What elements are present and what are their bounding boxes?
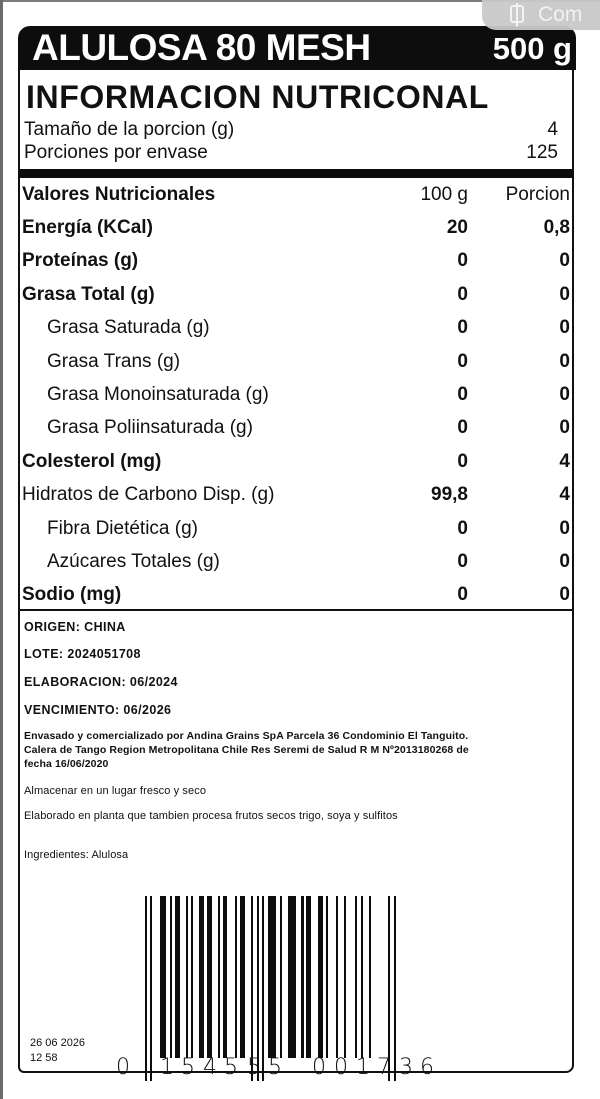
barcode-guard-bar <box>262 896 264 1081</box>
servings-per-package-row <box>24 142 558 164</box>
net-weight: 500 g <box>492 31 572 66</box>
compare-icon <box>510 5 524 23</box>
nutrition-row <box>22 512 572 545</box>
barcode-bar <box>369 896 371 1058</box>
barcode-digit: 5 <box>224 1055 238 1080</box>
value-per-100g: 0 <box>457 283 468 305</box>
barcode-bar <box>223 896 227 1058</box>
barcode-bar <box>344 896 346 1058</box>
barcode-digit: 5 <box>181 1055 195 1080</box>
nutrient-label: Proteínas (g) <box>22 250 139 272</box>
value-per-serving: 0 <box>559 283 570 305</box>
value-per-serving: 4 <box>559 484 570 506</box>
value-per-serving: 0 <box>559 250 570 272</box>
nutrient-label: Fibra Dietética (g) <box>47 517 198 539</box>
barcode-bar <box>288 896 296 1058</box>
barcode-guard-bar <box>145 896 147 1081</box>
value-per-serving: 0 <box>559 584 570 606</box>
value-per-serving: 0 <box>559 350 570 372</box>
nutrition-table-header <box>22 178 572 211</box>
value-per-100g: 0 <box>457 250 468 272</box>
value-per-serving: 0 <box>559 517 570 539</box>
barcode-guard-bar <box>388 896 390 1081</box>
value-per-100g: 0 <box>457 584 468 606</box>
barcode-bar <box>355 896 357 1058</box>
table-divider <box>18 609 574 611</box>
barcode-bar <box>318 896 323 1058</box>
value-per-100g: 20 <box>446 217 468 238</box>
nutrient-label: Energía (KCal) <box>22 217 153 238</box>
barcode-digit: 4 <box>203 1055 217 1080</box>
expiry-text: VENCIMIENTO: 06/2026 <box>24 703 172 717</box>
barcode-digit: 5 <box>247 1055 261 1080</box>
lot-text: LOTE: 2024051708 <box>24 647 141 661</box>
barcode-bar <box>235 896 237 1058</box>
nutrition-row <box>22 311 572 344</box>
value-per-100g: 0 <box>457 551 468 572</box>
packer-line-2: Calera de Tango Region Metropolitana Chile Res Seremi de Salud R M Nº2013180268 de <box>24 744 469 756</box>
value-per-100g: 0 <box>457 450 468 472</box>
value-per-serving: 0 <box>559 417 570 439</box>
column-header-nutrient: Valores Nutricionales <box>22 184 216 205</box>
barcode-guard-bar <box>251 896 253 1081</box>
nutrition-row <box>22 411 572 444</box>
column-header-per-serving: Porcion <box>505 184 570 205</box>
nutrient-label: Azúcares Totales (g) <box>47 551 220 572</box>
value-per-100g: 0 <box>457 417 468 439</box>
serving-size-row <box>24 119 558 141</box>
nutrition-row <box>22 278 572 311</box>
origin-text: ORIGEN: CHINA <box>24 620 126 634</box>
barcode-bar <box>336 896 338 1058</box>
nutrient-label: Grasa Monoinsaturada (g) <box>47 384 269 405</box>
allergen-text: Elaborado en planta que tambien procesa frutos secos trigo, soya y sulfitos <box>24 810 398 822</box>
nutrition-row <box>22 211 572 244</box>
value-per-100g: 0 <box>457 317 468 339</box>
nutrient-label: Grasa Trans (g) <box>47 350 181 372</box>
value-per-100g: 0 <box>457 517 468 539</box>
nutrition-row <box>22 545 572 578</box>
value-per-100g: 0 <box>457 384 468 405</box>
barcode-guard-bar <box>394 896 396 1081</box>
packer-line-1: Envasado y comercializado por Andina Grains SpA Parcela 36 Condominio El Tanguito. <box>24 730 469 742</box>
section-bar <box>18 169 574 178</box>
value-per-serving: 4 <box>559 450 570 472</box>
storage-text: Almacenar en un lugar fresco y seco <box>24 785 207 797</box>
barcode-bar <box>218 896 220 1058</box>
value-per-serving: 0 <box>559 384 570 405</box>
nutrition-heading: INFORMACION NUTRICONAL <box>26 79 489 115</box>
value-per-serving: 0 <box>559 317 570 339</box>
servings-value: 125 <box>526 142 558 163</box>
barcode-digit: 0 <box>312 1055 326 1080</box>
elaboration-text: ELABORACION: 06/2024 <box>24 675 178 689</box>
barcode-bar <box>240 896 245 1058</box>
compare-chip-label: Com <box>538 3 583 26</box>
screen-left-edge <box>0 0 3 1099</box>
barcode-guard-bar <box>150 896 152 1081</box>
value-per-100g: 99,8 <box>431 484 468 506</box>
nutrition-row <box>22 578 572 611</box>
product-name: ALULOSA 80 MESH <box>32 27 371 68</box>
barcode <box>143 896 443 1081</box>
column-header-per100: 100 g <box>420 184 468 205</box>
compare-chip[interactable] <box>482 0 600 30</box>
barcode-bar <box>160 896 166 1058</box>
barcode-bar <box>280 896 282 1058</box>
value-per-100g: 0 <box>457 350 468 372</box>
barcode-bar <box>361 896 363 1058</box>
barcode-lead-digit: 0 <box>116 1055 130 1080</box>
barcode-bar <box>301 896 304 1058</box>
barcode-bar <box>199 896 204 1058</box>
barcode-guard-bar <box>257 896 259 1081</box>
barcode-bar <box>268 896 276 1058</box>
value-per-serving: 0,8 <box>543 217 570 238</box>
barcode-bar <box>191 896 193 1058</box>
barcode-bar <box>326 896 328 1058</box>
value-per-serving: 0 <box>559 551 570 572</box>
nutrition-row <box>22 445 572 478</box>
barcode-bar <box>207 896 212 1058</box>
nutrient-label: Hidratos de Carbono Disp. (g) <box>22 484 275 506</box>
print-date: 26 06 2026 <box>30 1037 86 1049</box>
barcode-bar <box>175 896 180 1058</box>
serving-size-label: Tamaño de la porcion (g) <box>24 119 235 140</box>
packer-line-3: fecha 16/06/2020 <box>24 758 109 770</box>
barcode-digit: 3 <box>399 1055 413 1080</box>
barcode-digit: 6 <box>420 1055 434 1080</box>
nutrient-label: Grasa Total (g) <box>22 283 155 305</box>
print-time: 12 58 <box>30 1052 58 1064</box>
nutrition-row <box>22 345 572 378</box>
nutrition-row <box>22 378 572 411</box>
servings-label: Porciones por envase <box>24 142 208 163</box>
nutrient-label: Colesterol (mg) <box>22 450 162 472</box>
nutrient-label: Grasa Saturada (g) <box>47 317 210 339</box>
serving-size-value: 4 <box>547 119 558 140</box>
barcode-bar <box>306 896 311 1058</box>
barcode-digit: 1 <box>160 1055 174 1080</box>
ingredients-text: Ingredientes: Alulosa <box>24 849 129 861</box>
barcode-bar <box>186 896 188 1058</box>
barcode-digit: 7 <box>377 1055 391 1080</box>
nutrient-label: Sodio (mg) <box>22 584 122 606</box>
barcode-digit: 1 <box>356 1055 370 1080</box>
nutrient-label: Grasa Poliinsaturada (g) <box>47 417 253 439</box>
nutrition-row <box>22 244 572 277</box>
barcode-digit: 0 <box>334 1055 348 1080</box>
barcode-digit: 5 <box>268 1055 282 1080</box>
nutrition-row <box>22 478 572 511</box>
barcode-bar <box>170 896 172 1058</box>
product-title-bar <box>18 26 576 70</box>
